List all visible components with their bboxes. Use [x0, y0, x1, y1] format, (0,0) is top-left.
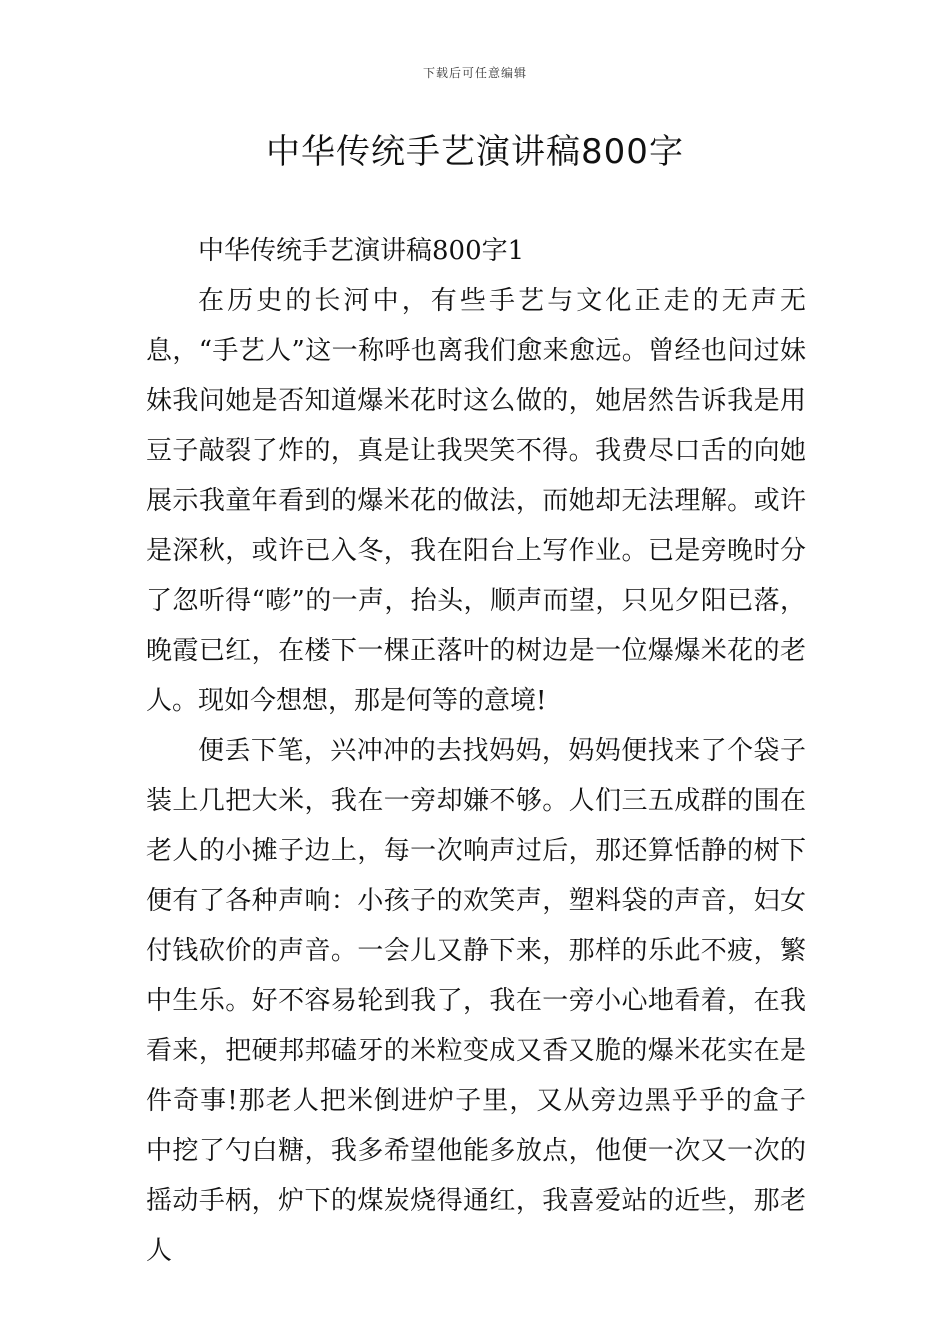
- document-title: 中华传统手艺演讲稿800字: [266, 132, 684, 172]
- body-paragraph: 在历史的长河中，有些手艺与文化正走的无声无息，“手艺人”这一称呼也离我们愈来愈远。曾经也问过妹妹我问她是否知道爆米花时这么做的，她居然告诉我是用豆子敲裂了炸的，真是让我哭笑不得。我费尽口舌的向她展示我童年看到的爆米花的做法，而她却无法理解。或许是深秋，或许已入冬，我在阳台上写作业。已是旁晚时分了忽听得“嘭”的一声，抬头，顺声而望，只见夕阳已落，晚霞已红，在楼下一棵正落叶的树边是一位爆爆米花的老人。现如今想想，那是何等的意境!: [146, 286, 806, 716]
- body-paragraph: 便丢下笔，兴冲冲的去找妈妈，妈妈便找来了个袋子装上几把大米，我在一旁却嫌不够。人们三五成群的围在老人的小摊子边上，每一次响声过后，那还算恬静的树下便有了各种声响：小孩子的欢笑声，塑料袋的声音，妇女付钱砍价的声音。一会儿又静下来，那样的乐此不疲，繁中生乐。好不容易轮到我了，我在一旁小心地看着，在我看来，把硬邦邦磕牙的米粒变成又香又脆的爆米花实在是件奇事!那老人把米倒进炉子里，又从旁边黑乎乎的盒子中挖了勺白糖，我多希望他能多放点，他便一次又一次的摇动手柄，炉下的煤炭烧得通红，我喜爱站的近些，那老人: [146, 736, 806, 1266]
- section-heading: 中华传统手艺演讲稿800字1: [198, 236, 525, 266]
- header-note: 下载后可任意编辑: [422, 66, 527, 80]
- document-body: [146, 226, 806, 1276]
